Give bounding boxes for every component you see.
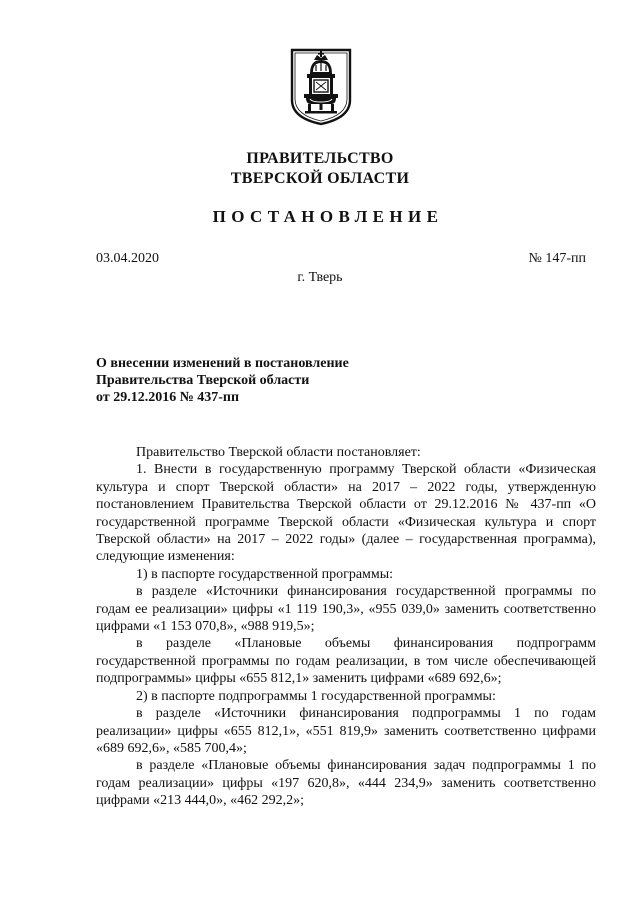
document-type-title: ПОСТАНОВЛЕНИЕ bbox=[212, 207, 444, 226]
document-date: 03.04.2020 bbox=[96, 251, 159, 266]
paragraph-item-1: 1. Внести в государственную программу Тверской области «Физическая культура и спорт Тверской области» на 2017 – 2022 годы, утвержденную постановлением Правительства Тверской области от 29.12.2016 № 437-пп «О государственной программе Тверской области «Физическая культура и спорт Тверской области» на 2017 – 2022 годы» (далее – государственная программа), следующие изменения: bbox=[96, 462, 596, 565]
paragraph-subitem-1: 1) в паспорте государственной программы: bbox=[136, 566, 394, 582]
document-city: г. Тверь bbox=[297, 270, 343, 285]
document-body bbox=[96, 444, 596, 810]
government-name-line1: ПРАВИТЕЛЬСТВО bbox=[246, 150, 394, 167]
coat-of-arms-emblem bbox=[290, 48, 352, 126]
subject-line3: от 29.12.2016 № 437-пп bbox=[96, 390, 240, 405]
subject-line1: О внесении изменений в постановление bbox=[96, 356, 349, 371]
subject-line2: Правительства Тверской области bbox=[96, 373, 310, 388]
government-name-line2: ТВЕРСКОЙ ОБЛАСТИ bbox=[230, 170, 410, 187]
paragraph-preamble: Правительство Тверской области постановляет: bbox=[136, 445, 421, 460]
paragraph-subitem-2: 2) в паспорте подпрограммы 1 государственной программы: bbox=[136, 688, 496, 704]
paragraph-funding-sources: в разделе «Источники финансирования государственной программы по годам ее реализации» цифры «1 119 190,3», «955 039,0» заменить соответственно цифрами «1 153 070,8», «988 919,5»; bbox=[96, 584, 596, 635]
paragraph-subprogram-sources: в разделе «Источники финансирования подпрограммы 1 по годам реализации» цифры «655 812,1», «551 819,9» заменить соответственно цифрами «689 692,6», «585 700,4»; bbox=[96, 706, 596, 756]
paragraph-planned-volumes: в разделе «Плановые объемы финансирования подпрограмм государственной программы по годам реализации, в том числе обеспечивающей подпрограммы» цифры «655 812,1» заменить цифрами «689 692,6»; bbox=[96, 636, 596, 687]
paragraph-subprogram-tasks: в разделе «Плановые объемы финансирования задач подпрограммы 1 по годам реализации» цифры «197 620,8», «444 234,9» заменить соответственно цифрами «213 444,0», «462 292,2»; bbox=[96, 758, 596, 809]
document-number: № 147-пп bbox=[528, 251, 586, 266]
